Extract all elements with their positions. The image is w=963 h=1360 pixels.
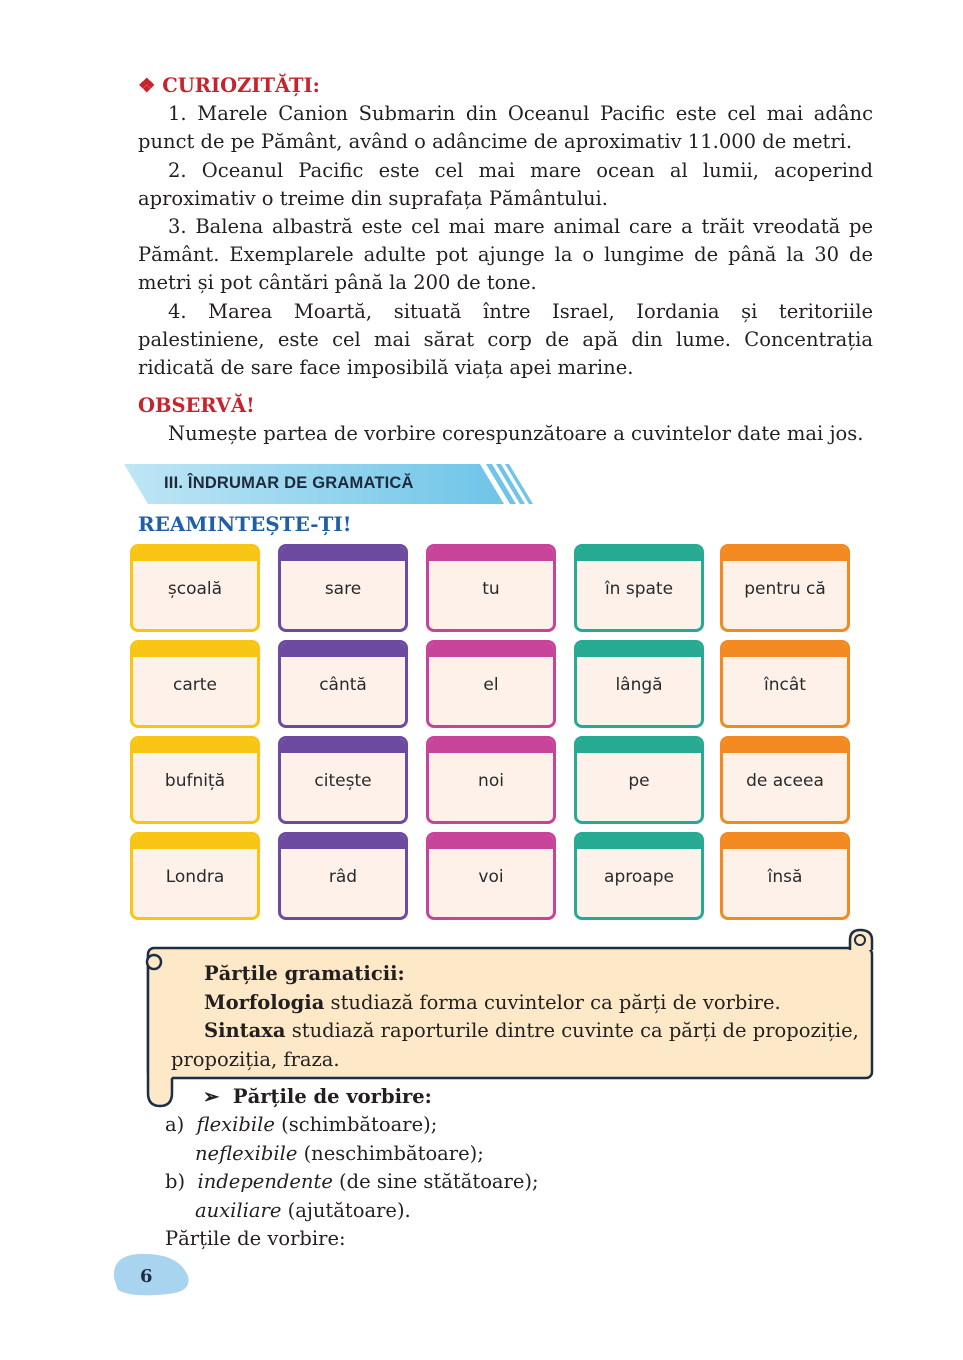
- card-color-tab: [281, 643, 405, 657]
- card-word: citește: [314, 771, 372, 791]
- neflexibile-term: neflexibile: [195, 1141, 298, 1165]
- curiozitate-item-2: 2. Oceanul Pacific este cel mai mare ocean al lumii, acoperind aproximativ o treime din suprafața Pământului.: [138, 158, 873, 210]
- card-color-tab: [281, 547, 405, 561]
- morfologia-line: [171, 989, 861, 1018]
- gramatica-content: [171, 960, 861, 1074]
- word-card: [130, 544, 260, 632]
- card-color-tab: [281, 739, 405, 753]
- curiozitate-item-1: 1. Marele Canion Submarin din Oceanul Pacific este cel mai adânc punct de pe Pământ, având o adâncime de aproximativ 11.000 de metri.: [138, 102, 873, 154]
- observa-section: [138, 392, 873, 448]
- word-card-grid: [130, 540, 860, 930]
- card-word: însă: [767, 867, 803, 887]
- item-a-flexibile: [165, 1111, 765, 1139]
- card-color-tab: [723, 547, 847, 561]
- word-card: [720, 544, 850, 632]
- card-color-tab: [133, 835, 257, 849]
- card-color-tab: [577, 739, 701, 753]
- morfologia-text: studiază forma cuvintelor ca părți de vorbire.: [324, 990, 781, 1014]
- word-card: [278, 640, 408, 728]
- parti-vorbire-section: [165, 1083, 765, 1253]
- arrow-bullet-icon: ➢: [203, 1085, 220, 1108]
- curiozitati-heading: ❖ CURIOZITĂȚI:: [138, 74, 320, 97]
- auxiliare-text: (ajutătoare).: [281, 1198, 411, 1222]
- sintaxa-continuation: propoziția, fraza.: [171, 1047, 340, 1071]
- word-card: [574, 640, 704, 728]
- card-word: în spate: [604, 579, 674, 599]
- card-color-tab: [133, 547, 257, 561]
- card-word: Londra: [165, 867, 225, 887]
- section-banner: [124, 464, 544, 504]
- card-color-tab: [133, 643, 257, 657]
- card-word: încât: [764, 675, 806, 695]
- independente-text: (de sine stătătoare);: [332, 1170, 539, 1194]
- sintaxa-line: [171, 1017, 861, 1046]
- card-word: carte: [173, 675, 217, 695]
- card-color-tab: [429, 835, 553, 849]
- word-card: [426, 832, 556, 920]
- card-color-tab: [133, 739, 257, 753]
- curiozitati-section: [138, 72, 873, 382]
- word-card: [278, 544, 408, 632]
- card-color-tab: [429, 643, 553, 657]
- card-word: sare: [324, 579, 362, 599]
- flexibile-term: flexibile: [196, 1113, 275, 1137]
- parti-vorbire-heading-line: [203, 1083, 765, 1111]
- card-word: râd: [328, 867, 358, 887]
- word-card: [720, 832, 850, 920]
- curiozitate-item-3: 3. Balena albastră este cel mai mare animal care a trăit vreodată pe Pământ. Exemplarele adulte pot ajunge la o lungime de până la 30 de metri și pot cântări până la 200 de tone.: [138, 215, 873, 295]
- banner-label: III. ÎNDRUMAR DE GRAMATICĂ: [164, 474, 414, 492]
- parti-vorbire-heading: Părțile de vorbire:: [232, 1085, 432, 1108]
- card-color-tab: [577, 835, 701, 849]
- card-word: cântă: [319, 675, 367, 695]
- word-card: [426, 544, 556, 632]
- independente-term: independente: [197, 1170, 333, 1194]
- word-card: [720, 640, 850, 728]
- curiozitate-item-4: 4. Marea Moartă, situată între Israel, Iordania și teritoriile palestiniene, este cel mai sărat corp de apă din lume. Concentrația ridicată de sare face imposibilă viața apei marine.: [138, 299, 873, 380]
- parti-vorbire-footer: Părțile de vorbire:: [165, 1227, 346, 1251]
- item-a-marker: a): [165, 1113, 185, 1137]
- card-color-tab: [723, 835, 847, 849]
- morfologia-term: Morfologia: [204, 990, 325, 1014]
- page-number: 6: [140, 1266, 153, 1287]
- card-color-tab: [281, 835, 405, 849]
- card-word: școală: [167, 579, 223, 599]
- card-word: tu: [482, 579, 500, 599]
- card-word: pentru că: [744, 579, 826, 599]
- word-card: [278, 736, 408, 824]
- word-card: [130, 832, 260, 920]
- card-word: lângă: [615, 675, 663, 695]
- card-word: de aceea: [746, 771, 824, 791]
- word-card: [426, 736, 556, 824]
- item-b-auxiliare: [195, 1197, 765, 1225]
- card-word: el: [483, 675, 499, 695]
- card-color-tab: [577, 547, 701, 561]
- word-card: [574, 544, 704, 632]
- gramatica-scroll-box: [138, 928, 878, 1108]
- observa-heading: OBSERVĂ!: [138, 394, 255, 417]
- word-card: [574, 832, 704, 920]
- word-card: [426, 640, 556, 728]
- card-word: bufniță: [164, 771, 226, 791]
- item-b-marker: b): [165, 1170, 186, 1194]
- observa-instruction: Numește partea de vorbire corespunzătoare a cuvintelor date mai jos.: [168, 422, 864, 446]
- neflexibile-text: (neschimbătoare);: [297, 1141, 484, 1165]
- card-color-tab: [429, 547, 553, 561]
- card-color-tab: [723, 739, 847, 753]
- card-word: pe: [628, 771, 650, 791]
- gramatica-title: Părțile gramaticii:: [204, 962, 405, 985]
- gramatica-title-line: [171, 960, 861, 989]
- word-card: [130, 640, 260, 728]
- item-a-neflexibile: [195, 1140, 765, 1168]
- card-word: voi: [478, 867, 504, 887]
- sintaxa-text: studiază raporturile dintre cuvinte ca părți de propoziție,: [285, 1019, 859, 1042]
- word-card: [278, 832, 408, 920]
- card-word: noi: [478, 771, 504, 791]
- word-card: [720, 736, 850, 824]
- card-word: aproape: [604, 867, 674, 887]
- word-card: [130, 736, 260, 824]
- item-b-independente: [165, 1168, 765, 1196]
- reamintire-heading: REAMINTEȘTE-ȚI!: [138, 512, 352, 536]
- sintaxa-term: Sintaxa: [204, 1019, 286, 1042]
- auxiliare-term: auxiliare: [195, 1198, 282, 1222]
- card-color-tab: [723, 643, 847, 657]
- flexibile-text: (schimbătoare);: [274, 1113, 438, 1137]
- word-card: [574, 736, 704, 824]
- card-color-tab: [429, 739, 553, 753]
- card-color-tab: [577, 643, 701, 657]
